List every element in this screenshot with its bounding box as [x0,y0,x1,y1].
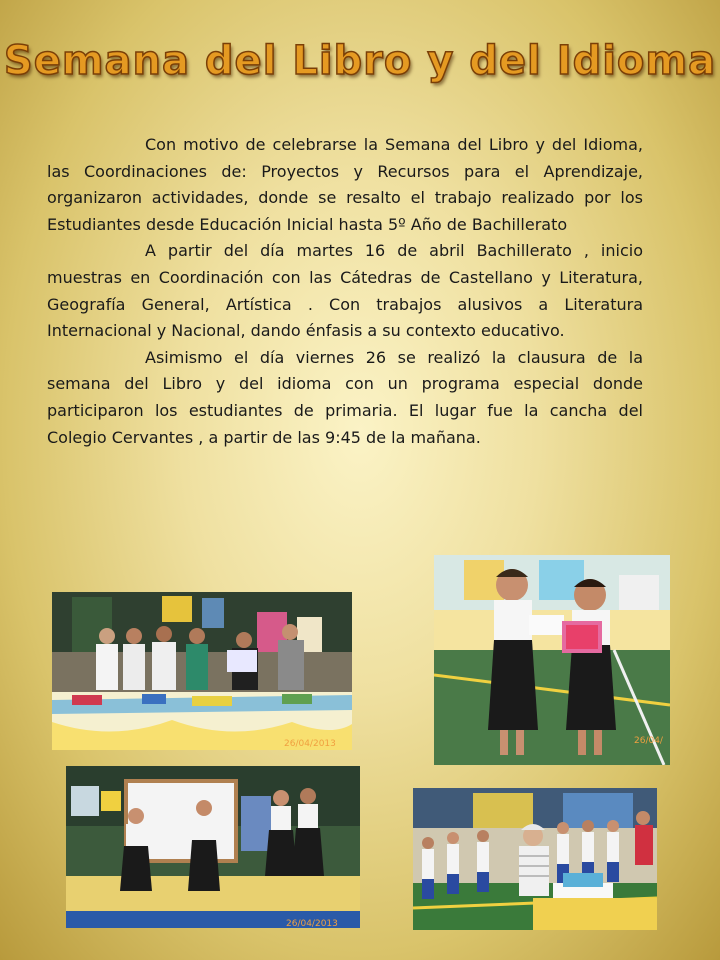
paragraph-1: Con motivo de celebrarse la Semana del Libro y del Idioma, las Coordinaciones de: Proyectos y Recursos para el Aprendizaje, organizaron actividades, donde se resalto el trabajo realizado por los Estudiantes desde Educación Inicial hasta 5º Año de Bachillerato [47,135,643,234]
photo-book-exhibition [52,592,352,750]
page-title: Semana del Libro y del Idioma [3,38,717,84]
photo-students-whiteboard [66,766,360,928]
photo-teacher-with-students [413,788,657,930]
photo-date-stamp: 26/04/2013 [284,739,336,749]
paragraph-3: Asimismo el día viernes 26 se realizó la clausura de la semana del Libro y del idioma con un programa especial donde participaron los estudiantes de primaria. El lugar fue la cancha del Colegio Cervantes , a partir de las 9:45 de la mañana. [47,347,643,447]
photo-girls-reading [434,555,670,765]
photo-date-stamp: 26/04/ [634,736,663,746]
paragraph-2: A partir del día martes 16 de abril Bachillerato , inicio muestras en Coordinación con las Cátedras de Castellano y Literatura, Geografía General, Artística . Con trabajos alusivos a Literatura Internacional y Nacional, dando énfasis a su contexto educativo. [47,241,643,341]
article-body [47,132,643,451]
photo-date-stamp: 26/04/2013 [286,919,338,928]
